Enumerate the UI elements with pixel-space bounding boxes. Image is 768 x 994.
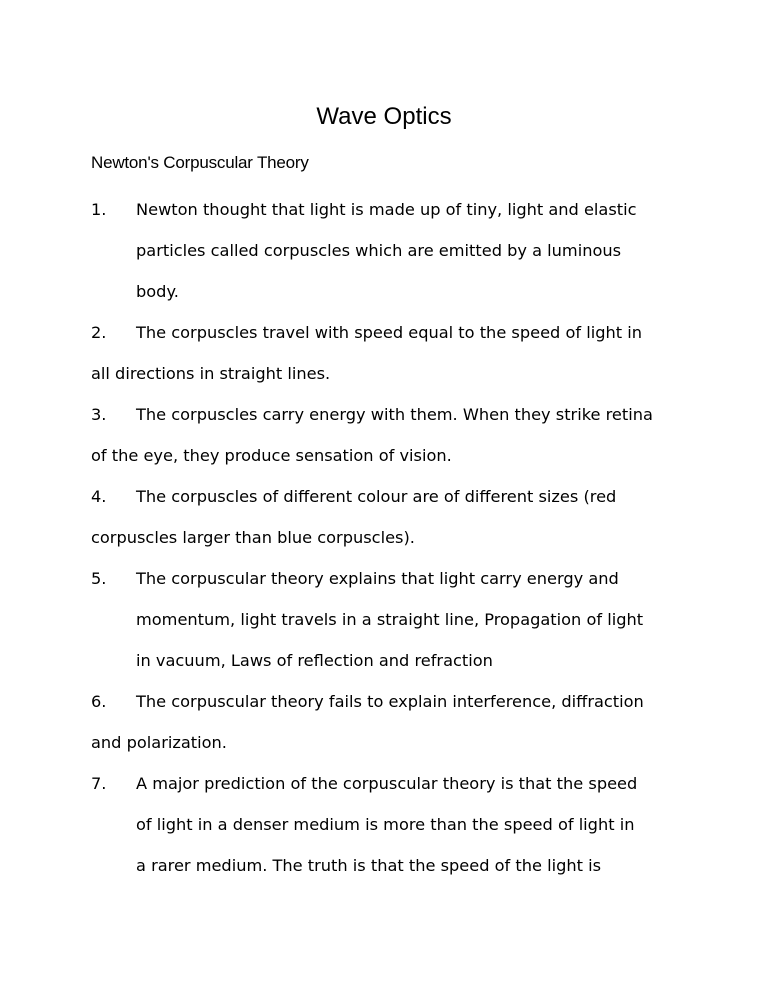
item-line: of light in a denser medium is more than the speed of light in xyxy=(136,815,635,834)
item-line: momentum, light travels in a straight line, Propagation of light xyxy=(136,610,644,629)
item-number: 6. xyxy=(91,692,107,711)
item-line: corpuscles larger than blue corpuscles). xyxy=(91,528,415,547)
item-line: The corpuscles carry energy with them. When they strike retina xyxy=(136,405,653,424)
item-line: body. xyxy=(136,282,179,301)
item-number: 4. xyxy=(91,487,107,506)
item-line: The corpuscular theory explains that light carry energy and xyxy=(136,569,619,588)
item-line: in vacuum, Laws of reflection and refraction xyxy=(136,651,493,670)
item-line: particles called corpuscles which are emitted by a luminous xyxy=(136,241,622,260)
page-title: Wave Optics xyxy=(316,103,452,130)
item-line: A major prediction of the corpuscular theory is that the speed xyxy=(136,774,638,793)
section-heading: Newton's Corpuscular Theory xyxy=(91,153,309,172)
item-number: 5. xyxy=(91,569,107,588)
item-line: all directions in straight lines. xyxy=(91,364,331,383)
item-line: and polarization. xyxy=(91,733,227,752)
item-line: The corpuscles travel with speed equal to the speed of light in xyxy=(136,323,642,342)
item-line: The corpuscular theory fails to explain interference, diffraction xyxy=(136,692,644,711)
item-line: a rarer medium. The truth is that the speed of the light is xyxy=(136,856,602,875)
item-line: of the eye, they produce sensation of vision. xyxy=(91,446,452,465)
item-number: 3. xyxy=(91,405,107,424)
item-line: The corpuscles of different colour are of different sizes (red xyxy=(136,487,617,506)
item-number: 2. xyxy=(91,323,107,342)
item-number: 1. xyxy=(91,200,107,219)
item-number: 7. xyxy=(91,774,107,793)
item-line: Newton thought that light is made up of tiny, light and elastic xyxy=(136,200,637,219)
